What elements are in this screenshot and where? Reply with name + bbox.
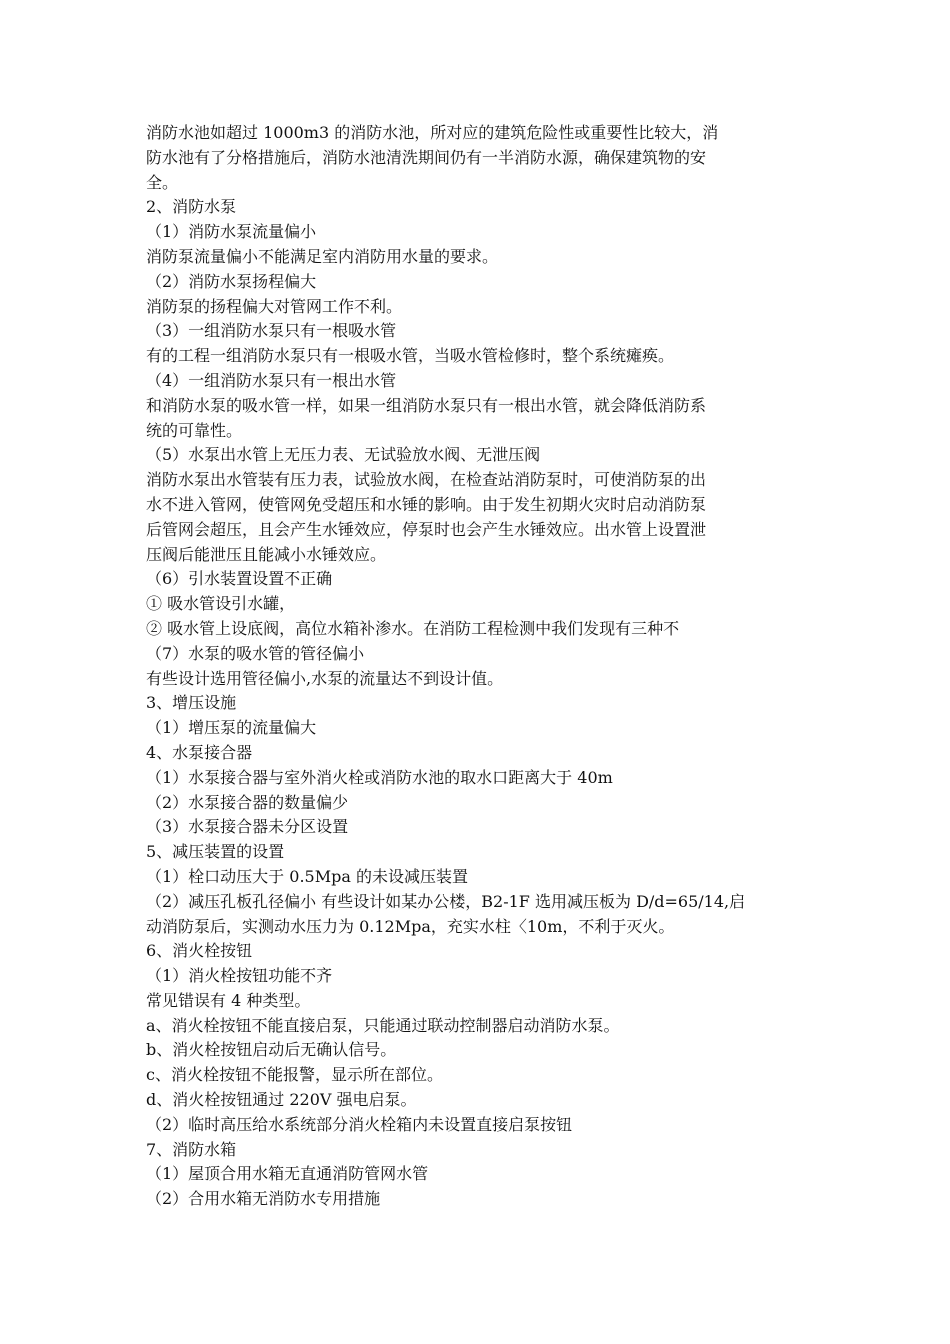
subsection-heading: （1）增压泵的流量偏大: [146, 718, 317, 738]
section-heading: 7、消防水箱: [146, 1139, 237, 1159]
subsection-heading: （3）一组消防水泵只有一根吸水管: [146, 321, 397, 341]
list-item: c、消火栓按钮不能报警，显示所在部位。: [146, 1065, 443, 1085]
subsection-heading: （6）引水装置设置不正确: [146, 569, 333, 589]
list-item: ① 吸水管设引水罐，: [146, 594, 296, 614]
text-line: 统的可靠性。: [146, 420, 243, 440]
section-heading: 6、消火栓按钮: [146, 941, 253, 961]
text-line: 水不进入管网，使管网免受超压和水锤的影响。由于发生初期火灾时启动消防泵: [146, 494, 707, 514]
text-line: 和消防水泵的吸水管一样，如果一组消防水泵只有一根出水管，就会降低消防系: [146, 395, 707, 415]
text-line: 防水池有了分格措施后，消防水池清洗期间仍有一半消防水源，确保建筑物的安: [146, 147, 707, 167]
section-heading: 2、消防水泵: [146, 197, 237, 217]
list-item: ② 吸水管上设底阀，高位水箱补渗水。在消防工程检测中我们发现有三种不: [146, 618, 680, 638]
section-heading: 4、水泵接合器: [146, 742, 253, 762]
subsection-heading: （5）水泵出水管上无压力表、无试验放水阀、无泄压阀: [146, 445, 541, 465]
subsection-heading: （1）栓口动压大于 0.5Mpa 的未设减压装置: [146, 866, 468, 886]
subsection-heading: （4）一组消防水泵只有一根出水管: [146, 370, 397, 390]
text-line: 消防泵的扬程偏大对管网工作不利。: [146, 296, 403, 316]
section-heading: 3、增压设施: [146, 693, 237, 713]
text-line: 动消防泵后，实测动水压力为 0.12Mpa，充实水柱〈10m，不利于灭火。: [146, 916, 675, 936]
subsection-heading: （2）消防水泵扬程偏大: [146, 271, 317, 291]
text-line: 消防泵流量偏小不能满足室内消防用水量的要求。: [146, 246, 499, 266]
text-line: 全。: [146, 172, 179, 192]
subsection-heading: （7）水泵的吸水管的管径偏小: [146, 643, 365, 663]
subsection-heading: （2）合用水箱无消防水专用措施: [146, 1189, 381, 1209]
subsection-heading: （3）水泵接合器未分区设置: [146, 817, 349, 837]
text-line: 消防水泵出水管装有压力表，试验放水阀，在检查站消防泵时，可使消防泵的出: [146, 470, 707, 490]
subsection-heading: （2）减压孔板孔径偏小 有些设计如某办公楼，B2-1F 选用减压板为 D/d=65/14,启: [146, 891, 746, 911]
text-line: 后管网会超压，且会产生水锤效应，停泵时也会产生水锤效应。出水管上设置泄: [146, 519, 707, 539]
subsection-heading: （1）屋顶合用水箱无直通消防管网水管: [146, 1164, 429, 1184]
subsection-heading: （2）水泵接合器的数量偏少: [146, 792, 349, 812]
list-item: b、消火栓按钮启动后无确认信号。: [146, 1040, 397, 1060]
text-line: 有些设计选用管径偏小,水泵的流量达不到设计值。: [146, 668, 504, 688]
text-line: 有的工程一组消防水泵只有一根吸水管，当吸水管检修时，整个系统瘫痪。: [146, 346, 675, 366]
list-item: d、消火栓按钮通过 220V 强电启泵。: [146, 1090, 417, 1110]
section-heading: 5、减压装置的设置: [146, 842, 285, 862]
text-line: 压阀后能泄压且能减小水锤效应。: [146, 544, 387, 564]
subsection-heading: （2）临时高压给水系统部分消火栓箱内未设置直接启泵按钮: [146, 1114, 573, 1134]
subsection-heading: （1）消火栓按钮功能不齐: [146, 966, 333, 986]
text-line: 常见错误有 4 种类型。: [146, 990, 311, 1010]
subsection-heading: （1）消防水泵流量偏小: [146, 222, 317, 242]
text-line: 消防水池如超过 1000m3 的消防水池，所对应的建筑危险性或重要性比较大，消: [146, 123, 719, 142]
document-body: [146, 121, 808, 1212]
list-item: a、消火栓按钮不能直接启泵，只能通过联动控制器启动消防水泵。: [146, 1015, 620, 1035]
subsection-heading: （1）水泵接合器与室外消火栓或消防水池的取水口距离大于 40m: [146, 767, 613, 787]
